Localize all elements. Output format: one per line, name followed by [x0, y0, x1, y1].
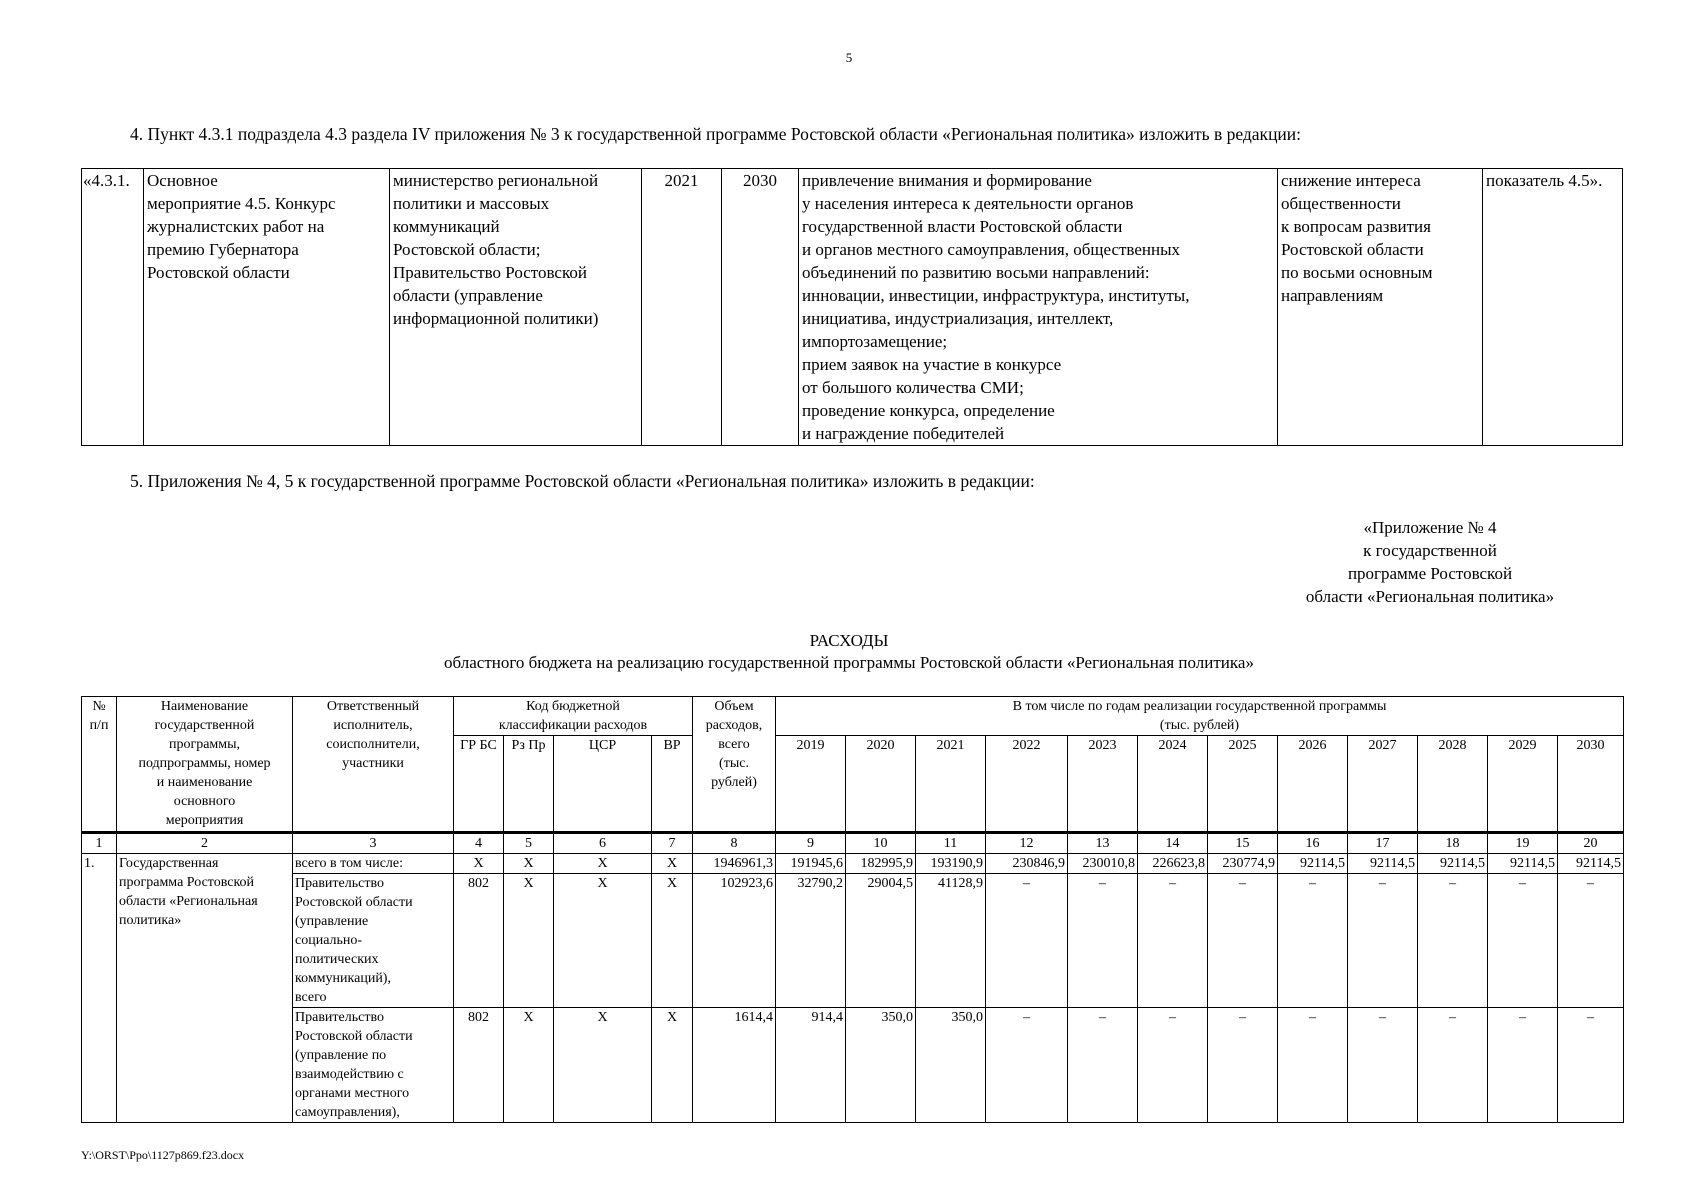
column-number: 13 [1068, 833, 1138, 854]
column-number: 20 [1558, 833, 1624, 854]
row-year-value: – [1208, 1008, 1278, 1123]
header-budget-code: Код бюджетной классификации расходов [454, 697, 693, 736]
row-year-value: 92114,5 [1488, 854, 1558, 874]
measure-executor: министерство региональной политики и массовых коммуникаций Ростовской области; Правительство Ростовской области (управление информационной политики) [390, 169, 642, 446]
row-year-value: 230846,9 [986, 854, 1068, 874]
row-year-value: 191945,6 [776, 854, 846, 874]
header-executor: Ответственный исполнитель, соисполнители, участники [293, 697, 454, 833]
header-num: № п/п [82, 697, 117, 833]
row-year-value: – [1488, 874, 1558, 1008]
measure-4-3-1-table [81, 168, 1623, 446]
appendix-note [1280, 516, 1580, 608]
column-number: 6 [554, 833, 652, 854]
row-year-value: 182995,9 [846, 854, 916, 874]
header-year: 2022 [986, 736, 1068, 833]
row-year-value: – [986, 1008, 1068, 1123]
paragraph-5: 5. Приложения № 4, 5 к государственной программе Ростовской области «Региональная политика» изложить в редакции: [130, 471, 1035, 491]
row-year-value: – [1558, 874, 1624, 1008]
header-year: 2021 [916, 736, 986, 833]
row-year-value: 92114,5 [1348, 854, 1418, 874]
header-grbs: ГР БС [454, 736, 504, 833]
row-year-value: – [1068, 874, 1138, 1008]
program-name: Государственная программа Ростовской области «Региональная политика» [117, 854, 293, 1123]
row-year-value: 226623,8 [1138, 854, 1208, 874]
column-number: 11 [916, 833, 986, 854]
row-year-value: 914,4 [776, 1008, 846, 1123]
row-year-value: 230774,9 [1208, 854, 1278, 874]
row-total: 102923,6 [693, 874, 776, 1008]
row-year-value: 350,0 [916, 1008, 986, 1123]
row-year-value: 29004,5 [846, 874, 916, 1008]
expenses-title: РАСХОДЫ [809, 631, 889, 650]
expenses-table [81, 696, 1624, 1123]
row-year-value: – [986, 874, 1068, 1008]
header-years-title: В том числе по годам реализации государственной программы (тыс. рублей) [776, 697, 1624, 736]
column-number: 14 [1138, 833, 1208, 854]
row-year-value: – [1348, 874, 1418, 1008]
measure-indicator: показатель 4.5». [1483, 169, 1623, 446]
column-number: 7 [652, 833, 693, 854]
column-number: 10 [846, 833, 916, 854]
row-csr: X [554, 874, 652, 1008]
header-year: 2023 [1068, 736, 1138, 833]
row-year-value: – [1278, 1008, 1348, 1123]
column-number: 12 [986, 833, 1068, 854]
measure-end-year: 2030 [722, 169, 799, 446]
header-year: 2019 [776, 736, 846, 833]
row-vr: X [652, 1008, 693, 1123]
measure-name: Основное мероприятие 4.5. Конкурс журналистских работ на премию Губернатора Ростовской области [144, 169, 390, 446]
header-year: 2028 [1418, 736, 1488, 833]
row-year-value: – [1278, 874, 1348, 1008]
row-total: 1946961,3 [693, 854, 776, 874]
header-year: 2026 [1278, 736, 1348, 833]
row-year-value: – [1138, 874, 1208, 1008]
column-number: 2 [117, 833, 293, 854]
header-volume: Объем расходов, всего (тыс. рублей) [693, 697, 776, 833]
measure-expected-result: привлечение внимания и формирование у населения интереса к деятельности органов государственной власти Ростовской области и органов местного самоуправления, общественных объединений по развитию восьми направлений: инновации, инвестиции, инфраструктура, институты, инициатива, индустриализация, интеллект, импортозамещение; прием заявок на участие в конкурсе от большого количества СМИ; проведение конкурса, определение и награждение победителей [799, 169, 1278, 446]
header-name: Наименование государственной программы, подпрограммы, номер и наименование основного мероприятия [117, 697, 293, 833]
header-year: 2030 [1558, 736, 1624, 833]
row-year-value: – [1348, 1008, 1418, 1123]
row-total: 1614,4 [693, 1008, 776, 1123]
row-executor: всего в том числе: [293, 854, 454, 874]
table-row [82, 1008, 1624, 1123]
paragraph-4: 4. Пункт 4.3.1 подраздела 4.3 раздела IV приложения № 3 к государственной программе Ростовской области «Региональная политика» изложить в редакции: [130, 124, 1302, 144]
header-year: 2025 [1208, 736, 1278, 833]
row-vr: X [652, 874, 693, 1008]
column-number: 19 [1488, 833, 1558, 854]
column-number: 16 [1278, 833, 1348, 854]
table-row [82, 874, 1624, 1008]
program-number: 1. [82, 854, 117, 1123]
row-year-value: 92114,5 [1558, 854, 1624, 874]
measure-consequence: снижение интереса общественности к вопросам развития Ростовской области по восьми основным направлениям [1278, 169, 1483, 446]
row-rzpr: X [504, 854, 554, 874]
row-grbs: 802 [454, 874, 504, 1008]
appendix-note-line: программе Ростовской [1347, 564, 1513, 583]
row-year-value: 193190,9 [916, 854, 986, 874]
row-rzpr: X [504, 1008, 554, 1123]
row-executor: Правительство Ростовской области (управление социально- политических коммуникаций), всего [293, 874, 454, 1008]
column-number: 18 [1418, 833, 1488, 854]
row-year-value: – [1488, 1008, 1558, 1123]
measure-number: «4.3.1. [82, 169, 144, 446]
column-number: 1 [82, 833, 117, 854]
row-csr: X [554, 1008, 652, 1123]
row-year-value: – [1068, 1008, 1138, 1123]
document-path: Y:\ORST\Ppo\1127p869.f23.docx [81, 1148, 245, 1162]
column-number: 15 [1208, 833, 1278, 854]
row-year-value: 230010,8 [1068, 854, 1138, 874]
header-year: 2029 [1488, 736, 1558, 833]
header-year: 2027 [1348, 736, 1418, 833]
header-rzpr: Рз Пр [504, 736, 554, 833]
row-grbs: X [454, 854, 504, 874]
row-vr: X [652, 854, 693, 874]
column-number: 17 [1348, 833, 1418, 854]
row-executor: Правительство Ростовской области (управление по взаимодействию с органами местного самоуправления), [293, 1008, 454, 1123]
row-year-value: – [1558, 1008, 1624, 1123]
row-rzpr: X [504, 874, 554, 1008]
column-number: 4 [454, 833, 504, 854]
row-grbs: 802 [454, 1008, 504, 1123]
header-vr: ВР [652, 736, 693, 833]
appendix-note-line: «Приложение № 4 [1363, 518, 1497, 537]
header-year: 2024 [1138, 736, 1208, 833]
measure-start-year: 2021 [642, 169, 722, 446]
page-number: 5 [845, 50, 853, 65]
row-year-value: 350,0 [846, 1008, 916, 1123]
row-year-value: 92114,5 [1418, 854, 1488, 874]
header-year: 2020 [846, 736, 916, 833]
row-csr: X [554, 854, 652, 874]
column-number: 5 [504, 833, 554, 854]
column-number: 3 [293, 833, 454, 854]
row-year-value: – [1208, 874, 1278, 1008]
appendix-note-line: области «Региональная политика» [1305, 587, 1555, 606]
column-number: 9 [776, 833, 846, 854]
row-year-value: 92114,5 [1278, 854, 1348, 874]
row-year-value: – [1418, 874, 1488, 1008]
header-csr: ЦСР [554, 736, 652, 833]
row-year-value: 32790,2 [776, 874, 846, 1008]
row-year-value: – [1418, 1008, 1488, 1123]
row-year-value: 41128,9 [916, 874, 986, 1008]
table-row [82, 854, 1624, 874]
appendix-note-line: к государственной [1363, 541, 1497, 560]
column-number: 8 [693, 833, 776, 854]
row-year-value: – [1138, 1008, 1208, 1123]
expenses-subtitle: областного бюджета на реализацию государственной программы Ростовской области «Региональная политика» [444, 653, 1254, 672]
